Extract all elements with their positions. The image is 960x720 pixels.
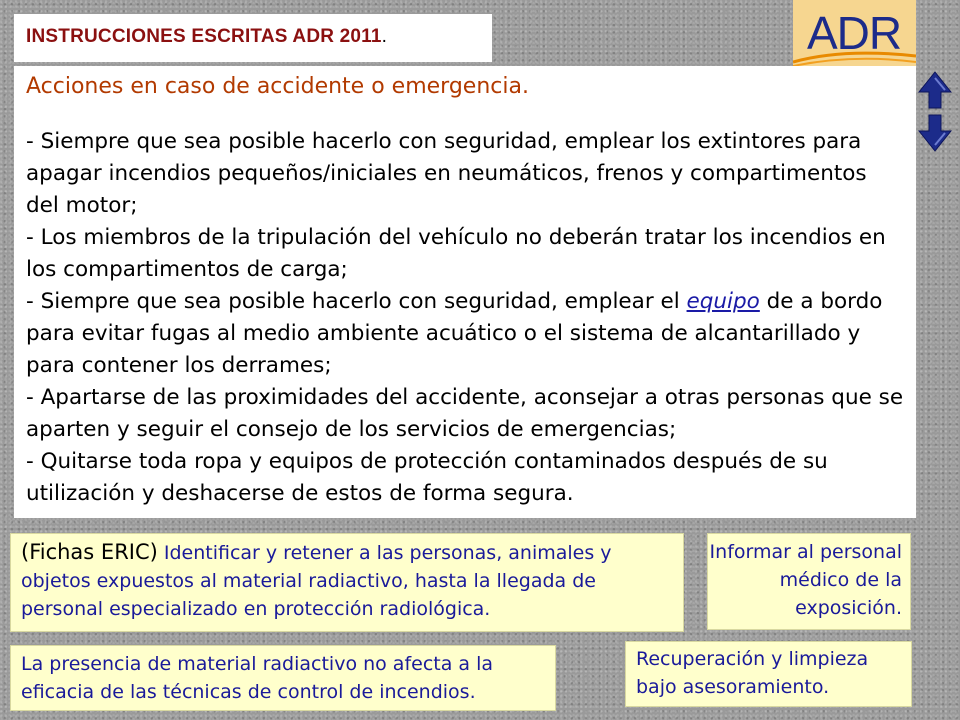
instruction-item-1: - Siempre que sea posible hacerlo con seguridad, emplear los extintores para apagar incendios pequeños/iniciales en neumáticos, frenos y compartimentos del motor; — [26, 129, 867, 218]
instruction-item-3-before: - Siempre que sea posible hacerlo con seguridad, emplear el — [26, 289, 687, 314]
instruction-item-5: - Quitarse toda ropa y equipos de protección contaminados después de su utilización y deshacerse de estos de forma segura. — [26, 449, 828, 506]
recovery-note: Recuperación y limpieza bajo asesoramiento. — [625, 641, 912, 707]
arrow-up-icon[interactable] — [918, 70, 952, 110]
equipo-link[interactable]: equipo — [686, 289, 760, 314]
instruction-item-3-after: de a bordo para evitar fugas al medio ambiente acuático o el sistema de alcantarillado y para contener los derrames; — [26, 289, 883, 378]
eric-text: Identificar y retener a las personas, animales y objetos expuestos al material radiactivo, hasta la llegada de personal especializado en protección radiológica. — [21, 542, 612, 620]
adr-logo — [793, 0, 916, 66]
medical-note: Informar al personal médico de la exposición. — [707, 533, 911, 630]
section-title: Acciones en caso de accidente o emergencia. — [26, 74, 529, 99]
logo-text: ADR — [807, 7, 902, 59]
eric-note — [10, 533, 684, 632]
page-title: INSTRUCCIONES ESCRITAS ADR 2011 — [26, 26, 382, 47]
header-banner — [14, 14, 492, 62]
instruction-item-2: - Los miembros de la tripulación del vehículo no deberán tratar los incendios en los compartimentos de carga; — [26, 225, 886, 282]
fire-note: La presencia de material radiactivo no afecta a la eficacia de las técnicas de control de incendios. — [10, 645, 556, 711]
title-suffix: . — [381, 26, 388, 47]
arrow-down-icon[interactable] — [918, 113, 952, 153]
eric-lead: (Fichas ERIC) — [21, 540, 158, 564]
instruction-item-4: - Apartarse de las proximidades del accidente, aconsejar a otras personas que se aparten y seguir el consejo de los servicios de emergencias; — [26, 385, 904, 442]
instruction-item-3 — [26, 286, 906, 382]
main-content-panel — [14, 66, 916, 518]
